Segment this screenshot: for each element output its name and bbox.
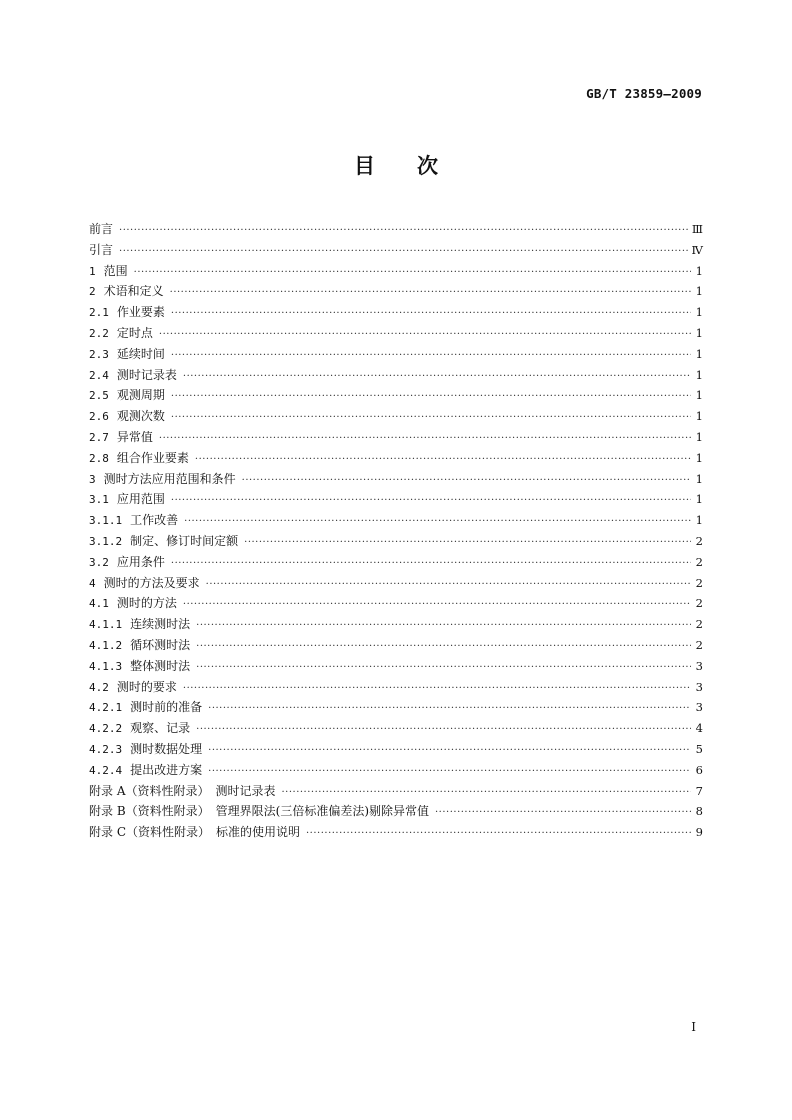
toc-entry-label xyxy=(89,240,119,261)
toc-leader-dots xyxy=(171,554,691,575)
toc-entry[interactable] xyxy=(89,552,703,573)
toc-entry-text: 附录 A（资料性附录） 测时记录表 xyxy=(89,783,276,798)
toc-entry-number: 4.2.2 xyxy=(89,722,123,736)
toc-entry-text: 测时数据处理 xyxy=(130,741,203,756)
toc-leader-dots xyxy=(171,304,691,325)
toc-entry-text: 附录 B（资料性附录） 管理界限法(三倍标准偏差法)剔除异常值 xyxy=(89,804,429,819)
toc-entry-text: 测时记录表 xyxy=(116,367,177,382)
toc-entry-text: 测时的方法及要求 xyxy=(103,575,200,590)
page-title: 目 次 xyxy=(354,154,438,178)
toc-leader-dots xyxy=(159,325,691,346)
toc-leader-dots xyxy=(196,616,691,637)
page-number: Ⅰ xyxy=(691,1020,696,1034)
toc-entry[interactable] xyxy=(89,531,703,552)
toc-entry-label xyxy=(89,593,183,615)
toc-leader-dots xyxy=(208,741,691,762)
toc-entry-page: Ⅲ xyxy=(691,222,703,236)
toc-entry-number: 4.2.1 xyxy=(89,701,123,715)
toc-leader-dots xyxy=(119,242,687,263)
toc-entry-page: 1 xyxy=(695,492,703,507)
toc-entry-label xyxy=(89,656,196,678)
toc-entry[interactable] xyxy=(89,614,703,635)
toc-leader-dots xyxy=(195,450,691,471)
toc-entry-page: 1 xyxy=(695,409,703,424)
toc-entry[interactable] xyxy=(89,656,703,677)
toc-entry[interactable] xyxy=(89,281,703,302)
toc-entry-page: 1 xyxy=(695,450,703,465)
toc-entry-page: 2 xyxy=(695,533,703,548)
toc-entry[interactable] xyxy=(89,323,703,344)
toc-entry-label xyxy=(89,427,159,449)
toc-entry-text: 测时的要求 xyxy=(116,679,177,694)
toc-entry-page: 1 xyxy=(695,346,703,361)
toc-leader-dots xyxy=(196,720,691,741)
toc-entry-number: 4.1.2 xyxy=(89,638,123,652)
toc-entry-number: 2.5 xyxy=(89,389,109,403)
toc-entry-text: 定时点 xyxy=(116,325,153,340)
toc-entry-text: 异常值 xyxy=(116,429,153,444)
toc-entry-label xyxy=(89,219,119,240)
toc-entry-label xyxy=(89,697,208,719)
toc-entry-number: 4 xyxy=(89,576,96,590)
toc-entry[interactable] xyxy=(89,469,703,490)
toc-entry-label xyxy=(89,406,171,428)
toc-entry-label xyxy=(89,739,208,761)
toc-entry-label xyxy=(89,344,171,366)
toc-entry-number: 2.6 xyxy=(89,410,109,424)
toc-leader-dots xyxy=(171,346,691,367)
table-of-contents xyxy=(89,219,703,843)
toc-entry-number: 4.1 xyxy=(89,597,109,611)
toc-entry-page: 7 xyxy=(695,783,703,798)
toc-leader-dots xyxy=(119,221,688,242)
toc-entry-text: 测时前的准备 xyxy=(130,700,203,715)
toc-leader-dots xyxy=(170,283,691,304)
toc-entry-number: 2.2 xyxy=(89,326,109,340)
toc-entry-number: 4.2.4 xyxy=(89,763,123,777)
toc-entry-text: 整体测时法 xyxy=(130,658,191,673)
toc-leader-dots xyxy=(171,387,691,408)
toc-entry[interactable] xyxy=(89,760,703,781)
toc-entry-label xyxy=(89,677,183,699)
toc-entry[interactable] xyxy=(89,344,703,365)
toc-entry[interactable] xyxy=(89,385,703,406)
toc-entry[interactable] xyxy=(89,261,703,282)
toc-leader-dots xyxy=(196,658,691,679)
toc-entry[interactable] xyxy=(89,822,703,843)
toc-entry-text: 观测次数 xyxy=(116,409,165,424)
toc-entry-label xyxy=(89,261,134,283)
toc-entry-page: 1 xyxy=(695,325,703,340)
toc-entry-page: 1 xyxy=(695,471,703,486)
toc-entry[interactable] xyxy=(89,697,703,718)
toc-leader-dots xyxy=(242,471,691,492)
toc-entry-label xyxy=(89,573,206,595)
toc-entry-label xyxy=(89,635,196,657)
toc-entry-page: 2 xyxy=(695,637,703,652)
toc-entry-page: 4 xyxy=(695,721,703,736)
toc-entry-text: 制定、修订时间定额 xyxy=(130,533,239,548)
toc-entry[interactable] xyxy=(89,240,703,261)
toc-entry-text: 提出改进方案 xyxy=(130,762,203,777)
toc-entry-label xyxy=(89,801,435,822)
toc-entry-label xyxy=(89,365,183,387)
toc-entry-label xyxy=(89,281,170,303)
toc-leader-dots xyxy=(183,595,691,616)
toc-entry-number: 3.1.1 xyxy=(89,514,123,528)
toc-entry-page: 1 xyxy=(695,263,703,278)
toc-entry[interactable] xyxy=(89,573,703,594)
toc-entry-label xyxy=(89,469,242,491)
toc-entry-text: 引言 xyxy=(89,242,114,257)
toc-entry-text: 作业要素 xyxy=(116,305,165,320)
toc-entry[interactable] xyxy=(89,510,703,531)
toc-entry[interactable] xyxy=(89,635,703,656)
toc-leader-dots xyxy=(171,408,691,429)
toc-leader-dots xyxy=(208,699,691,720)
toc-entry-number: 2.3 xyxy=(89,347,109,361)
toc-leader-dots xyxy=(208,762,691,783)
toc-entry[interactable] xyxy=(89,448,703,469)
toc-entry-label xyxy=(89,614,196,636)
toc-entry-text: 工作改善 xyxy=(130,513,179,528)
toc-entry-number: 2.1 xyxy=(89,306,109,320)
toc-entry-label xyxy=(89,489,171,511)
toc-entry-number: 3 xyxy=(89,472,96,486)
toc-entry-text: 范围 xyxy=(103,263,128,278)
toc-entry-page: 1 xyxy=(695,513,703,528)
toc-entry-label xyxy=(89,718,196,740)
toc-entry-label xyxy=(89,781,281,802)
toc-entry[interactable] xyxy=(89,593,703,614)
toc-entry-page: Ⅳ xyxy=(691,242,703,257)
toc-entry-page: 1 xyxy=(695,388,703,403)
toc-entry[interactable] xyxy=(89,781,703,802)
toc-entry-text: 观察、记录 xyxy=(130,721,191,736)
toc-entry[interactable] xyxy=(89,406,703,427)
toc-entry-label xyxy=(89,760,208,782)
toc-entry-label xyxy=(89,323,159,345)
toc-entry-number: 4.2.3 xyxy=(89,742,123,756)
toc-leader-dots xyxy=(281,783,691,804)
toc-entry-page: 8 xyxy=(695,804,703,819)
toc-entry-page: 2 xyxy=(695,575,703,590)
toc-entry-label xyxy=(89,302,171,324)
toc-entry-number: 3.1 xyxy=(89,493,109,507)
toc-entry-text: 术语和定义 xyxy=(103,284,164,299)
toc-entry[interactable] xyxy=(89,219,703,240)
toc-entry[interactable] xyxy=(89,365,703,386)
toc-entry-page: 6 xyxy=(695,762,703,777)
toc-entry-text: 循环测时法 xyxy=(130,637,191,652)
toc-entry[interactable] xyxy=(89,718,703,739)
toc-entry[interactable] xyxy=(89,739,703,760)
standard-code: GB/T 23859—2009 xyxy=(586,86,702,101)
toc-entry[interactable] xyxy=(89,801,703,822)
toc-entry[interactable] xyxy=(89,427,703,448)
toc-entry-page: 5 xyxy=(695,741,703,756)
toc-leader-dots xyxy=(183,679,691,700)
toc-entry-page: 2 xyxy=(695,596,703,611)
toc-entry-number: 1 xyxy=(89,264,96,278)
toc-entry-text: 观测周期 xyxy=(116,388,165,403)
toc-leader-dots xyxy=(206,575,691,596)
toc-entry-page: 1 xyxy=(695,305,703,320)
toc-entry-label xyxy=(89,531,244,553)
toc-entry-page: 2 xyxy=(695,617,703,632)
toc-leader-dots xyxy=(134,263,691,284)
toc-entry-label xyxy=(89,385,171,407)
toc-entry-number: 2.4 xyxy=(89,368,109,382)
toc-entry-number: 3.2 xyxy=(89,555,109,569)
toc-entry-label xyxy=(89,510,184,532)
toc-leader-dots xyxy=(196,637,691,658)
toc-entry-text: 测时方法应用范围和条件 xyxy=(103,471,236,486)
toc-entry-page: 9 xyxy=(695,825,703,840)
toc-leader-dots xyxy=(183,367,691,388)
toc-entry-text: 延续时间 xyxy=(116,346,165,361)
toc-entry-page: 3 xyxy=(695,700,703,715)
toc-entry-number: 4.2 xyxy=(89,680,109,694)
toc-leader-dots xyxy=(171,491,691,512)
toc-entry-page: 2 xyxy=(695,554,703,569)
toc-entry-page: 3 xyxy=(695,658,703,673)
toc-entry-text: 应用条件 xyxy=(116,554,165,569)
toc-leader-dots xyxy=(159,429,691,450)
toc-entry[interactable] xyxy=(89,302,703,323)
toc-entry-label xyxy=(89,448,195,470)
toc-entry-text: 附录 C（资料性附录） 标准的使用说明 xyxy=(89,825,300,840)
toc-entry-text: 组合作业要素 xyxy=(116,450,189,465)
toc-entry-page: 1 xyxy=(695,429,703,444)
toc-entry-number: 4.1.1 xyxy=(89,618,123,632)
toc-leader-dots xyxy=(184,512,691,533)
toc-entry[interactable] xyxy=(89,489,703,510)
toc-entry-number: 4.1.3 xyxy=(89,659,123,673)
toc-entry-page: 3 xyxy=(695,679,703,694)
toc-entry-label xyxy=(89,552,171,574)
toc-entry-number: 2.7 xyxy=(89,430,109,444)
toc-entry-number: 2.8 xyxy=(89,451,109,465)
toc-entry-number: 3.1.2 xyxy=(89,534,123,548)
toc-entry-page: 1 xyxy=(695,367,703,382)
toc-entry-text: 应用范围 xyxy=(116,492,165,507)
toc-entry-text: 前言 xyxy=(89,222,114,236)
toc-entry-label xyxy=(89,822,306,843)
toc-entry[interactable] xyxy=(89,677,703,698)
toc-entry-number: 2 xyxy=(89,285,96,299)
toc-leader-dots xyxy=(244,533,691,554)
toc-entry-text: 连续测时法 xyxy=(130,617,191,632)
toc-entry-text: 测时的方法 xyxy=(116,596,177,611)
toc-leader-dots xyxy=(306,824,691,845)
toc-leader-dots xyxy=(435,803,691,824)
toc-entry-page: 1 xyxy=(695,284,703,299)
